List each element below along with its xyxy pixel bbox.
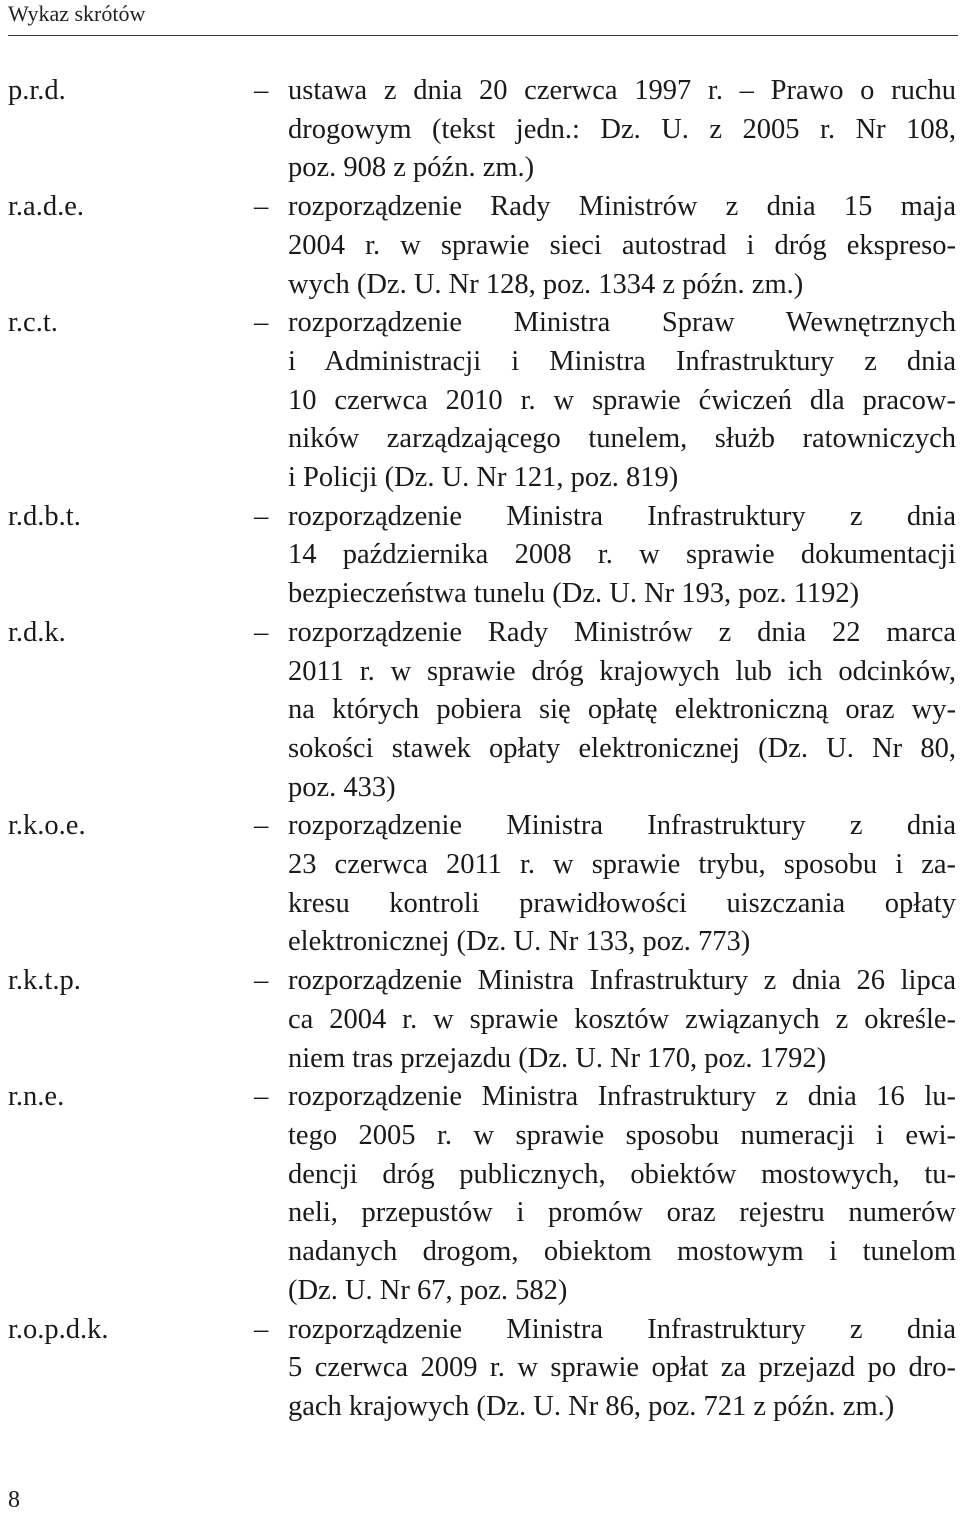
header-rule xyxy=(8,35,958,36)
definition-line: na których pobiera się opłatę elektroniczną oraz wy- xyxy=(288,694,956,726)
abbreviation-entry xyxy=(8,498,958,614)
abbreviation-term: r.d.b.t. xyxy=(8,500,81,532)
definition-line: rozporządzenie Ministra Infrastruktury z dnia 26 lipca xyxy=(288,965,956,997)
abbreviation-definition xyxy=(288,614,956,808)
definition-line: tego 2005 r. w sprawie sposobu numeracji i ewi- xyxy=(288,1119,956,1151)
abbreviation-entry xyxy=(8,72,958,188)
definition-line: dencji dróg publicznych, obiektów mostowych, tu- xyxy=(288,1158,956,1190)
abbreviation-definition xyxy=(288,498,956,614)
definition-line: kresu kontroli prawidłowości uiszczania opłaty xyxy=(288,887,956,919)
definition-line: rozporządzenie Ministra Spraw Wewnętrznych xyxy=(288,307,956,339)
definition-line: ustawa z dnia 20 czerwca 1997 r. – Prawo o ruchu xyxy=(288,75,956,106)
definition-dash: – xyxy=(254,810,269,842)
definition-line: poz. 433) xyxy=(288,771,396,803)
definition-line: wych (Dz. U. Nr 128, poz. 1334 z późn. zm.) xyxy=(288,268,804,300)
abbreviation-term: r.o.p.d.k. xyxy=(8,1313,109,1345)
definition-line: rozporządzenie Rady Ministrów z dnia 22 marca xyxy=(288,616,956,648)
abbreviation-definition xyxy=(288,304,956,498)
abbreviation-term: r.n.e. xyxy=(8,1081,65,1113)
abbreviation-term: r.k.t.p. xyxy=(8,965,81,997)
definition-line: elektronicznej (Dz. U. Nr 133, poz. 773) xyxy=(288,926,751,958)
abbreviation-definition xyxy=(288,962,956,1078)
definition-dash: – xyxy=(254,75,269,106)
definition-line: i Administracji i Ministra Infrastruktury z dnia xyxy=(288,345,956,377)
definition-line: rozporządzenie Ministra Infrastruktury z dnia xyxy=(288,810,956,842)
abbreviation-term: r.d.k. xyxy=(8,616,66,648)
definition-line: ca 2004 r. w sprawie kosztów związanych z określe- xyxy=(288,1003,956,1035)
definition-dash: – xyxy=(254,500,269,532)
definition-line: rozporządzenie Ministra Infrastruktury z dnia 16 lu- xyxy=(288,1081,956,1113)
definition-line: 5 czerwca 2009 r. w sprawie opłat za przejazd po dro- xyxy=(288,1352,956,1384)
abbreviation-entry xyxy=(8,807,958,962)
definition-line: gach krajowych (Dz. U. Nr 86, poz. 721 z późn. zm.) xyxy=(288,1390,895,1422)
definition-line: 23 czerwca 2011 r. w sprawie trybu, sposobu i za- xyxy=(288,849,956,881)
abbreviation-entry xyxy=(8,1311,958,1427)
abbreviation-term: p.r.d. xyxy=(8,75,66,106)
definition-dash: – xyxy=(254,1313,269,1345)
definition-line: sokości stawek opłaty elektronicznej (Dz. U. Nr 80, xyxy=(288,732,956,764)
abbreviation-term: r.c.t. xyxy=(8,307,58,339)
abbreviation-list xyxy=(8,72,958,1427)
definition-line: niem tras przejazdu (Dz. U. Nr 170, poz. 1792) xyxy=(288,1042,827,1074)
definition-line: (Dz. U. Nr 67, poz. 582) xyxy=(288,1274,568,1306)
definition-dash: – xyxy=(254,307,269,339)
definition-dash: – xyxy=(254,191,269,223)
abbreviation-term: r.a.d.e. xyxy=(8,191,84,223)
abbreviation-entry xyxy=(8,304,958,498)
definition-line: ników zarządzającego tunelem, służb ratowniczych xyxy=(288,423,956,455)
definition-line: neli, przepustów i promów oraz rejestru numerów xyxy=(288,1197,956,1229)
abbreviation-entry xyxy=(8,614,958,808)
definition-line: bezpieczeństwa tunelu (Dz. U. Nr 193, poz. 1192) xyxy=(288,578,860,610)
definition-line: poz. 908 z późn. zm.) xyxy=(288,152,535,184)
definition-line: 10 czerwca 2010 r. w sprawie ćwiczeń dla pracow- xyxy=(288,384,956,416)
definition-line: rozporządzenie Rady Ministrów z dnia 15 maja xyxy=(288,191,956,223)
abbreviation-definition xyxy=(288,1311,956,1427)
definition-line: 2011 r. w sprawie dróg krajowych lub ich odcinków, xyxy=(288,655,956,687)
abbreviation-definition xyxy=(288,807,956,962)
abbreviation-definition xyxy=(288,72,956,188)
abbreviation-definition xyxy=(288,1078,956,1310)
abbreviation-entry xyxy=(8,1078,958,1310)
definition-line: i Policji (Dz. U. Nr 121, poz. 819) xyxy=(288,462,679,494)
abbreviation-entry xyxy=(8,962,958,1078)
abbreviation-definition xyxy=(288,188,956,304)
abbreviation-entry xyxy=(8,188,958,304)
running-header: Wykaz skrótów xyxy=(8,1,146,26)
definition-dash: – xyxy=(254,616,269,648)
abbreviation-term: r.k.o.e. xyxy=(8,810,86,842)
definition-line: rozporządzenie Ministra Infrastruktury z dnia xyxy=(288,1313,956,1345)
definition-line: 2004 r. w sprawie sieci autostrad i dróg ekspreso- xyxy=(288,229,956,261)
definition-line: 14 października 2008 r. w sprawie dokumentacji xyxy=(288,539,956,571)
definition-dash: – xyxy=(254,965,269,997)
page-number: 8 xyxy=(8,1487,20,1513)
definition-dash: – xyxy=(254,1081,269,1113)
definition-line: rozporządzenie Ministra Infrastruktury z dnia xyxy=(288,500,956,532)
definition-line: drogowym (tekst jedn.: Dz. U. z 2005 r. Nr 108, xyxy=(288,113,956,145)
definition-line: nadanych drogom, obiektom mostowym i tunelom xyxy=(288,1236,956,1268)
